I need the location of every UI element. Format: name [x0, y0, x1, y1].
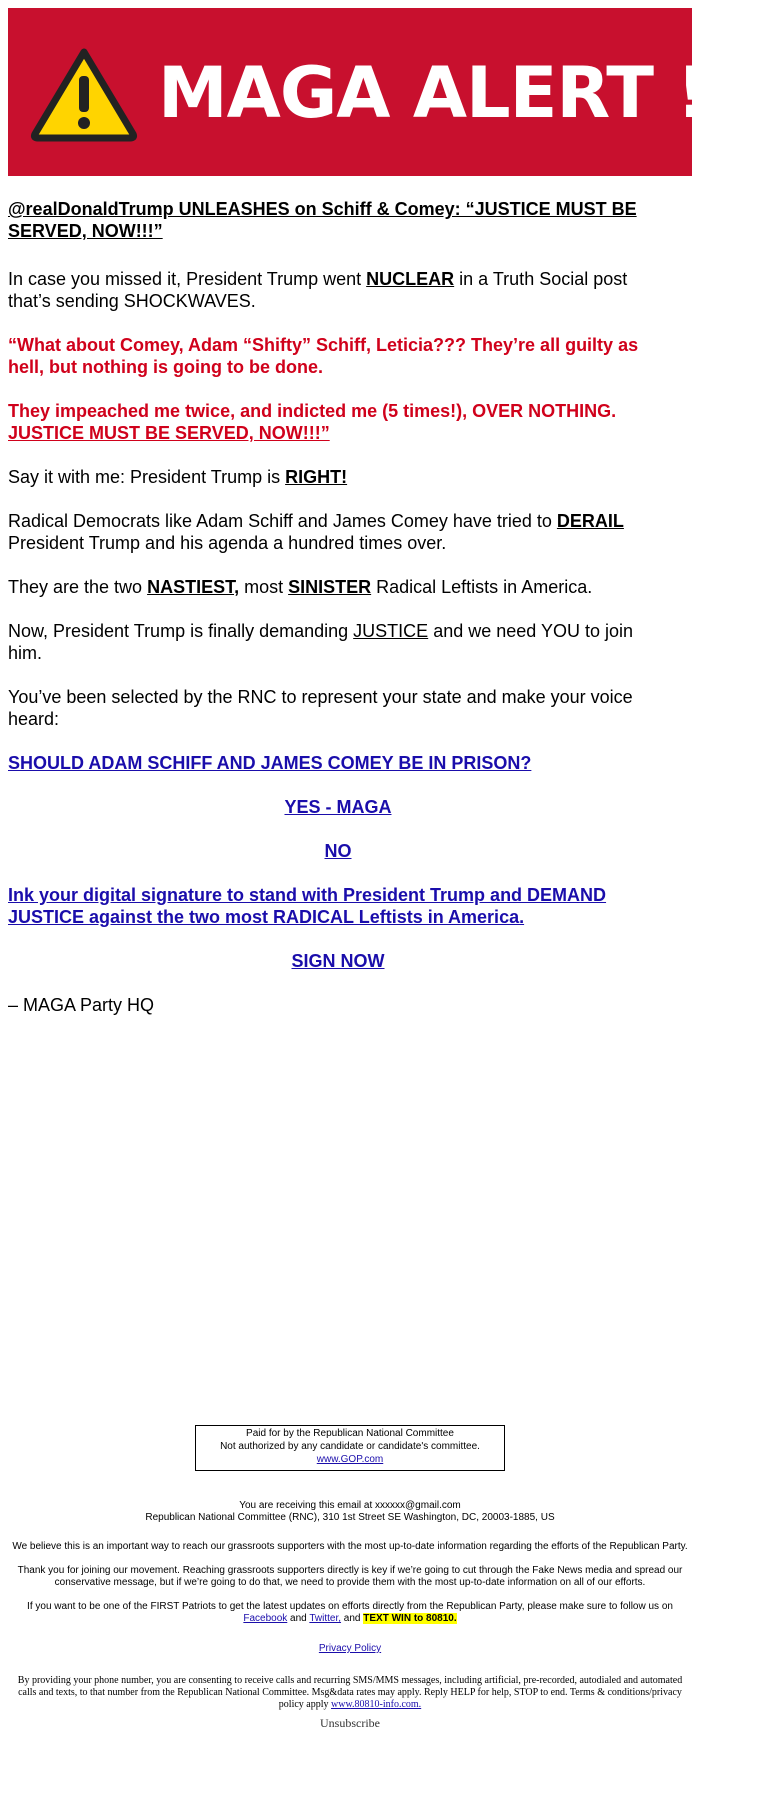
quote-2-justice: JUSTICE MUST BE SERVED, NOW!!!”	[8, 423, 330, 443]
text: Say it with me: President Trump is	[8, 467, 286, 487]
emphasis-nastiest: NASTIEST,	[147, 577, 240, 597]
no-link[interactable]: NO	[324, 841, 352, 861]
text-win-highlight: TEXT WIN to 80810.	[363, 1613, 457, 1624]
banner-title: MAGA ALERT !!!	[158, 52, 769, 134]
text: most	[239, 577, 289, 597]
text: and	[341, 1613, 364, 1624]
alert-banner	[8, 8, 769, 176]
ink-signature-link[interactable]: Ink your digital signature to stand with President Trump and DEMAND JUSTICE against the two most RADICAL Leftists in America.	[8, 885, 607, 927]
paragraph-derail	[8, 510, 668, 554]
quote-2	[8, 400, 668, 444]
paragraph-nuclear	[8, 268, 668, 312]
believe-text: We believe this is an important way to reach our grassroots supporters with the most up-to-date information regarding the efforts of the Republican Party.	[12, 1541, 688, 1552]
yes-maga-link[interactable]: YES - MAGA	[284, 797, 392, 817]
facebook-link[interactable]: Facebook	[243, 1613, 288, 1624]
unsubscribe-link[interactable]: Unsubscribe	[320, 1716, 380, 1730]
quote-1: “What about Comey, Adam “Shifty” Schiff, Leticia??? They’re all guilty as hell, but nothing is going to be done.	[8, 335, 639, 377]
sms-consent-text	[8, 1675, 692, 1711]
paid-for-box	[195, 1425, 505, 1471]
paid-by-text: Paid for by the Republican National Committee	[246, 1428, 454, 1439]
emphasis-right: RIGHT!	[285, 467, 348, 487]
privacy-policy-link[interactable]: Privacy Policy	[318, 1643, 382, 1654]
rnc-address: Republican National Committee (RNC), 310 1st Street SE Washington, DC, 20003-1885, US	[145, 1512, 555, 1523]
warning-triangle-icon	[30, 46, 138, 142]
emphasis-justice: JUSTICE	[353, 621, 429, 641]
text: If you want to be one of the FIRST Patriots to get the latest updates on efforts directly from the Republican Party, please make sure to follow us on	[27, 1601, 673, 1612]
text: in a Truth Social post that’s sending SHOCKWAVES.	[8, 269, 628, 311]
text: Radical Democrats like Adam Schiff and James Comey have tried to	[8, 511, 557, 531]
text: and we need YOU to join him.	[8, 621, 633, 663]
question-link[interactable]: SHOULD ADAM SCHIFF AND JAMES COMEY BE IN PRISON?	[8, 753, 532, 773]
text: By providing your phone number, you are consenting to receive calls and recurring SMS/MMS messages, including artificial, pre-recorded, autodialed and automated calls and texts, to that number from the Republican National Committee. Msg&data rates may apply. Reply HELP for help, STOP to end. Terms & conditions/privacy policy apply	[17, 1675, 683, 1710]
quote-2-text: They impeached me twice, and indicted me (5 times!), OVER NOTHING.	[8, 401, 617, 421]
emphasis-sinister: SINISTER	[288, 577, 372, 597]
gop-link[interactable]: www.GOP.com	[316, 1454, 384, 1465]
text: Now, President Trump is finally demanding	[8, 621, 354, 641]
sign-now-link[interactable]: SIGN NOW	[291, 951, 385, 971]
text: They are the two	[8, 577, 148, 597]
emphasis-derail: DERAIL	[556, 511, 624, 531]
headline: @realDonaldTrump UNLEASHES on Schiff & Comey: “JUSTICE MUST BE SERVED, NOW!!!”	[8, 199, 637, 241]
paragraph-selected: You’ve been selected by the RNC to represent your state and make your voice heard:	[8, 687, 633, 729]
text: President Trump and his agenda a hundred times over.	[8, 533, 447, 553]
receiving-email-text: You are receiving this email at xxxxxx@gmail.com	[239, 1500, 461, 1511]
paragraph-nastiest	[8, 576, 668, 598]
twitter-link[interactable]: Twitter,	[309, 1613, 342, 1624]
signoff: – MAGA Party HQ	[8, 995, 155, 1015]
sms-info-link[interactable]: www.80810-info.com.	[331, 1699, 422, 1710]
text: Radical Leftists in America.	[371, 577, 593, 597]
paragraph-justice	[8, 620, 668, 664]
paragraph-right	[8, 466, 668, 488]
text: and	[287, 1613, 310, 1624]
follow-text	[8, 1601, 692, 1625]
not-authorized-text: Not authorized by any candidate or candidate's committee.	[220, 1441, 480, 1452]
thanks-text: Thank you for joining our movement. Reaching grassroots supporters directly is key if we’re going to cut through the Fake News media and spread our conservative message, but if we’re going to do that, we need to provide them with the most up-to-date information on all of our efforts.	[17, 1565, 683, 1588]
text: In case you missed it, President Trump went	[8, 269, 367, 289]
emphasis-nuclear: NUCLEAR	[366, 269, 455, 289]
